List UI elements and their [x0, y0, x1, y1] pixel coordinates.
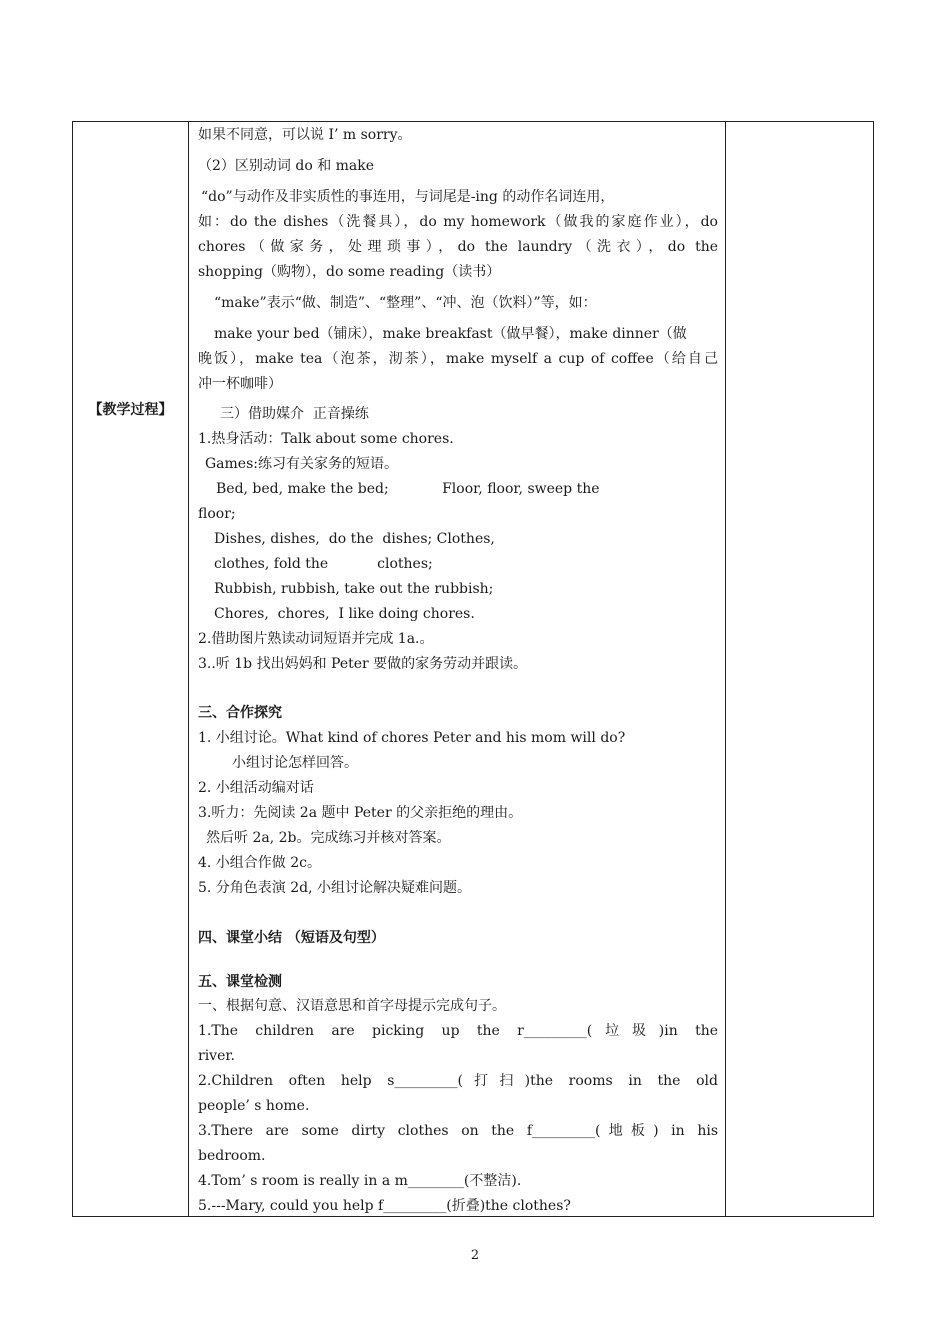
text-line: Dishes, dishes, do the dishes; Clothes,: [214, 531, 495, 547]
text-line: （2）区别动词 do 和 make: [198, 158, 375, 174]
text-line: 冲一杯咖啡）: [198, 376, 282, 392]
text-line: Chores, chores, I like doing chores.: [214, 606, 475, 622]
exercise-line: people’ s home.: [198, 1098, 310, 1114]
exercise-line: 1.The children are picking up the r_________(垃圾)in the: [198, 1023, 718, 1039]
text-line: 5. 分角色表演 2d, 小组讨论解决疑难问题。: [198, 880, 472, 896]
text-line: floor;: [198, 506, 236, 522]
text-line: 一、根据句意、汉语意思和首字母提示完成句子。: [198, 998, 506, 1014]
text-line: 然后听 2a, 2b。完成练习并核对答案。: [206, 830, 451, 846]
text-line: Rubbish, rubbish, take out the rubbish;: [214, 581, 494, 597]
text-line: make your bed（铺床），make breakfast（做早餐），make dinner（做: [214, 326, 687, 342]
text-line: 2.借助图片熟读动词短语并完成 1a.。: [198, 631, 434, 647]
text-line: 3.听力：先阅读 2a 题中 Peter 的父亲拒绝的理由。: [198, 805, 523, 821]
section-heading: 三、合作探究: [198, 705, 282, 721]
text-line: 4. 小组合作做 2c。: [198, 855, 322, 871]
text-line: “make”表示“做、制造”、“整理”、“冲、泡（饮料）”等，如：: [214, 295, 597, 311]
row-label: 【教学过程】: [88, 402, 173, 418]
exercise-line: bedroom.: [198, 1148, 266, 1164]
page-number: 2: [470, 1248, 480, 1263]
text-line: 1. 小组讨论。What kind of chores Peter and his mom will do?: [198, 730, 626, 746]
text-line: 三）借助媒介 正音操练: [220, 406, 369, 422]
exercise-line: 5.---Mary, could you help f_________(折叠)the clothes?: [198, 1198, 571, 1214]
exercise-line: river.: [198, 1048, 235, 1064]
text-line: 晚饭），make tea（泡茶，沏茶），make myself a cup of coffee（给自己: [198, 351, 718, 367]
column-divider: [725, 122, 726, 1216]
text-line: “do”与动作及非实质性的事连用，与词尾是-ing 的动作名词连用，: [201, 189, 615, 205]
text-line: 如：do the dishes（洗餐具），do my homework（做我的家庭作业），do: [198, 214, 718, 230]
text-line: Bed, bed, make the bed; Floor, floor, sweep the: [216, 481, 600, 497]
exercise-line: 4.Tom’ s room is really in a m________(不整洁).: [198, 1173, 522, 1189]
text-line: chores（做家务，处理琐事），do the laundry（洗衣），do the: [198, 239, 718, 255]
text-line: 1.热身活动：Talk about some chores.: [198, 431, 454, 447]
text-line: clothes, fold the clothes;: [214, 556, 433, 572]
text-line: 3..听 1b 找出妈妈和 Peter 要做的家务劳动并跟读。: [198, 656, 528, 672]
text-line: 2. 小组活动编对话: [198, 780, 314, 796]
section-heading: 五、课堂检测: [198, 974, 282, 990]
column-divider: [188, 122, 189, 1216]
text-line: shopping（购物），do some reading（读书）: [198, 264, 501, 280]
section-heading: 四、课堂小结 （短语及句型）: [198, 930, 385, 946]
text-line: 如果不同意，可以说 I’ m sorry。: [198, 127, 412, 143]
text-line: Games:练习有关家务的短语。: [205, 456, 398, 472]
exercise-line: 3.There are some dirty clothes on the f_________(地板) in his: [198, 1123, 718, 1139]
lesson-table: [72, 121, 874, 1217]
exercise-line: 2.Children often help s_________(打扫)the rooms in the old: [198, 1073, 718, 1089]
text-line: 小组讨论怎样回答。: [232, 755, 358, 771]
